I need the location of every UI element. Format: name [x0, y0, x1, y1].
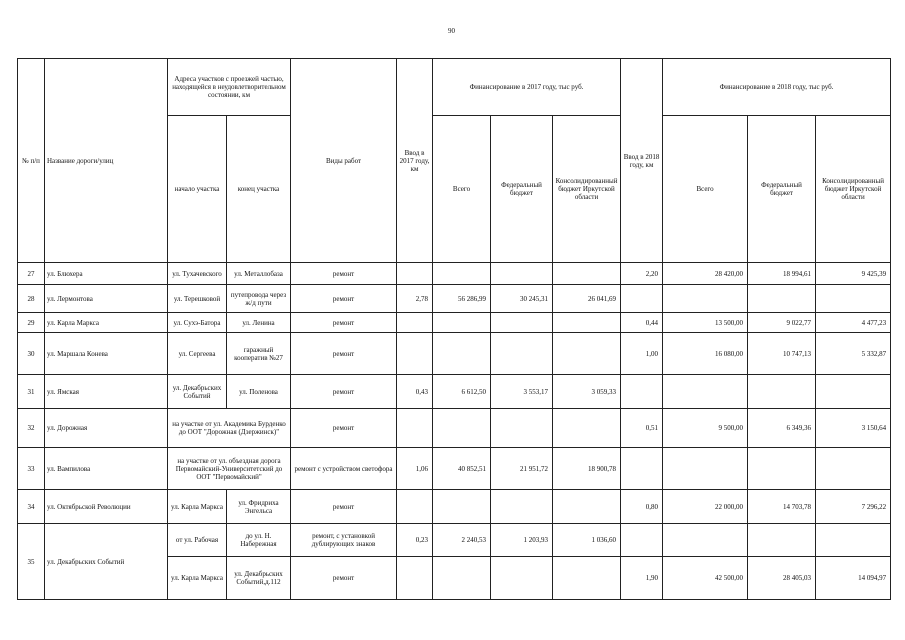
header-consolidated-2017: Консолидированный бюджет Иркутской области [553, 116, 621, 263]
header-consolidated-2018: Консолидированный бюджет Иркутской области [816, 116, 891, 263]
header-start: начало участка [168, 116, 227, 263]
cell-federal-2017: 30 245,31 [491, 285, 553, 313]
cell-input-2017 [397, 490, 433, 524]
cell-input-2018: 2,20 [621, 263, 663, 285]
header-address-group: Адреса участков с проезжей частью, находящейся в неудовлетворительном состоянии, км [168, 59, 291, 116]
cell-consolidated-2017 [553, 263, 621, 285]
cell-consolidated-2017: 3 059,33 [553, 375, 621, 409]
cell-work: ремонт [291, 285, 397, 313]
cell-work: ремонт [291, 490, 397, 524]
cell-num: 27 [18, 263, 45, 285]
cell-consolidated-2018: 5 332,87 [816, 333, 891, 375]
cell-end: ул. Фридриха Энгельса [227, 490, 291, 524]
cell-work: ремонт [291, 333, 397, 375]
cell-total-2018: 9 500,00 [663, 409, 748, 448]
cell-federal-2018: 28 405,03 [748, 557, 816, 600]
table-row [18, 409, 891, 448]
cell-consolidated-2017 [553, 409, 621, 448]
cell-federal-2017: 1 203,93 [491, 524, 553, 557]
cell-input-2017: 2,78 [397, 285, 433, 313]
cell-num: 33 [18, 448, 45, 490]
cell-end: ул. Металлобаза [227, 263, 291, 285]
cell-end: ул. Ленина [227, 313, 291, 333]
cell-consolidated-2017 [553, 490, 621, 524]
header-work-type: Виды работ [291, 59, 397, 263]
road-financing-table [17, 58, 891, 600]
cell-consolidated-2018 [816, 524, 891, 557]
cell-num: 29 [18, 313, 45, 333]
cell-start: ул. Карла Маркса [168, 490, 227, 524]
cell-start: ул. Сухэ-Батора [168, 313, 227, 333]
cell-total-2017 [433, 333, 491, 375]
header-federal-2017: Федеральный бюджет [491, 116, 553, 263]
cell-input-2017 [397, 557, 433, 600]
cell-federal-2018: 6 349,36 [748, 409, 816, 448]
table-row [18, 448, 891, 490]
cell-federal-2018 [748, 448, 816, 490]
cell-total-2018: 13 500,00 [663, 313, 748, 333]
cell-total-2018: 28 420,00 [663, 263, 748, 285]
table-row [18, 313, 891, 333]
cell-total-2018 [663, 524, 748, 557]
cell-consolidated-2018: 7 296,22 [816, 490, 891, 524]
header-financing-2017: Финансирование в 2017 году, тыс руб. [433, 59, 621, 116]
cell-work: ремонт [291, 409, 397, 448]
cell-end: ул. Поленова [227, 375, 291, 409]
cell-road: ул. Вампилова [45, 448, 168, 490]
cell-start: от ул. Рабочая [168, 524, 227, 557]
header-end: конец участка [227, 116, 291, 263]
cell-work: ремонт [291, 263, 397, 285]
cell-federal-2018 [748, 524, 816, 557]
cell-num: 30 [18, 333, 45, 375]
cell-total-2017: 6 612,50 [433, 375, 491, 409]
cell-num: 35 [18, 524, 45, 600]
cell-total-2017: 2 240,53 [433, 524, 491, 557]
cell-consolidated-2018: 4 477,23 [816, 313, 891, 333]
cell-input-2017 [397, 313, 433, 333]
cell-consolidated-2017: 1 036,60 [553, 524, 621, 557]
header-total-2018: Всего [663, 116, 748, 263]
cell-total-2017 [433, 313, 491, 333]
cell-road: ул. Дорожная [45, 409, 168, 448]
cell-federal-2017 [491, 333, 553, 375]
cell-consolidated-2017 [553, 313, 621, 333]
cell-consolidated-2018 [816, 285, 891, 313]
cell-input-2018 [621, 448, 663, 490]
cell-road: ул. Декабрьских Событий [45, 524, 168, 600]
cell-work: ремонт [291, 375, 397, 409]
table-row [18, 490, 891, 524]
cell-start: ул. Терешковой [168, 285, 227, 313]
cell-end: гаражный кооператив №27 [227, 333, 291, 375]
cell-num: 34 [18, 490, 45, 524]
cell-total-2018: 16 080,00 [663, 333, 748, 375]
cell-start: ул. Сергеева [168, 333, 227, 375]
header-total-2017: Всего [433, 116, 491, 263]
cell-end: до ул. Н. Набережная [227, 524, 291, 557]
header-road: Название дороги/улиц [45, 59, 168, 263]
page-number: 90 [448, 27, 455, 35]
cell-road: ул. Ямская [45, 375, 168, 409]
cell-road: ул. Октябрьской Революции [45, 490, 168, 524]
cell-total-2017: 56 286,99 [433, 285, 491, 313]
cell-consolidated-2018 [816, 375, 891, 409]
cell-start: ул. Декабрьских Событий [168, 375, 227, 409]
cell-federal-2017: 21 951,72 [491, 448, 553, 490]
cell-consolidated-2018: 3 150,64 [816, 409, 891, 448]
cell-consolidated-2017: 26 041,69 [553, 285, 621, 313]
cell-input-2018: 1,00 [621, 333, 663, 375]
table-row [18, 333, 891, 375]
cell-start: ул. Тухачевского [168, 263, 227, 285]
cell-total-2018 [663, 375, 748, 409]
cell-total-2018: 22 000,00 [663, 490, 748, 524]
cell-federal-2017 [491, 490, 553, 524]
cell-consolidated-2018: 14 094,97 [816, 557, 891, 600]
header-input-2018: Ввод в 2018 году, км [621, 59, 663, 263]
cell-consolidated-2018 [816, 448, 891, 490]
cell-input-2018 [621, 285, 663, 313]
cell-federal-2017: 3 553,17 [491, 375, 553, 409]
header-federal-2018: Федеральный бюджет [748, 116, 816, 263]
cell-total-2017: 40 852,51 [433, 448, 491, 490]
cell-total-2017 [433, 490, 491, 524]
cell-section: на участке от ул. объездная дорога Первомайский-Университетский до ООТ "Первомайский" [168, 448, 291, 490]
table-row [18, 263, 891, 285]
table-row [18, 524, 891, 557]
cell-input-2018 [621, 524, 663, 557]
cell-total-2017 [433, 409, 491, 448]
cell-federal-2017 [491, 409, 553, 448]
cell-federal-2018: 14 703,78 [748, 490, 816, 524]
cell-road: ул. Блюхера [45, 263, 168, 285]
cell-work: ремонт, с установкой дублирующих знаков [291, 524, 397, 557]
cell-input-2017 [397, 263, 433, 285]
cell-consolidated-2017 [553, 557, 621, 600]
cell-input-2018: 1,90 [621, 557, 663, 600]
cell-federal-2018 [748, 375, 816, 409]
cell-section: на участке от ул. Академика Бурденко до ООТ "Дорожная (Дзержинск)" [168, 409, 291, 448]
cell-input-2018: 0,80 [621, 490, 663, 524]
cell-federal-2017 [491, 313, 553, 333]
cell-input-2018: 0,44 [621, 313, 663, 333]
cell-federal-2017 [491, 557, 553, 600]
cell-road: ул. Лермонтова [45, 285, 168, 313]
cell-work: ремонт [291, 313, 397, 333]
header-num: № п/п [18, 59, 45, 263]
cell-total-2017 [433, 557, 491, 600]
cell-start: ул. Карла Маркса [168, 557, 227, 600]
cell-num: 32 [18, 409, 45, 448]
cell-consolidated-2017 [553, 333, 621, 375]
cell-num: 28 [18, 285, 45, 313]
cell-federal-2018: 9 022,77 [748, 313, 816, 333]
cell-road: ул. Карла Маркса [45, 313, 168, 333]
table-row [18, 285, 891, 313]
cell-total-2018: 42 500,00 [663, 557, 748, 600]
cell-total-2018 [663, 448, 748, 490]
cell-federal-2018: 18 994,61 [748, 263, 816, 285]
table-row [18, 375, 891, 409]
cell-federal-2018: 10 747,13 [748, 333, 816, 375]
cell-input-2017 [397, 333, 433, 375]
header-financing-2018: Финансирование в 2018 году, тыс руб. [663, 59, 891, 116]
cell-federal-2018 [748, 285, 816, 313]
cell-input-2018: 0,51 [621, 409, 663, 448]
cell-input-2017: 1,06 [397, 448, 433, 490]
cell-input-2017 [397, 409, 433, 448]
cell-num: 31 [18, 375, 45, 409]
cell-end: путепровода через ж/д пути [227, 285, 291, 313]
cell-work: ремонт [291, 557, 397, 600]
cell-end: ул. Декабрьских Событий,д.112 [227, 557, 291, 600]
cell-consolidated-2018: 9 425,39 [816, 263, 891, 285]
cell-work: ремонт с устройством светофора [291, 448, 397, 490]
cell-consolidated-2017: 18 900,78 [553, 448, 621, 490]
cell-total-2018 [663, 285, 748, 313]
cell-total-2017 [433, 263, 491, 285]
cell-road: ул. Маршала Конева [45, 333, 168, 375]
cell-input-2018 [621, 375, 663, 409]
cell-federal-2017 [491, 263, 553, 285]
cell-input-2017: 0,23 [397, 524, 433, 557]
header-input-2017: Ввод в 2017 году, км [397, 59, 433, 263]
cell-input-2017: 0,43 [397, 375, 433, 409]
